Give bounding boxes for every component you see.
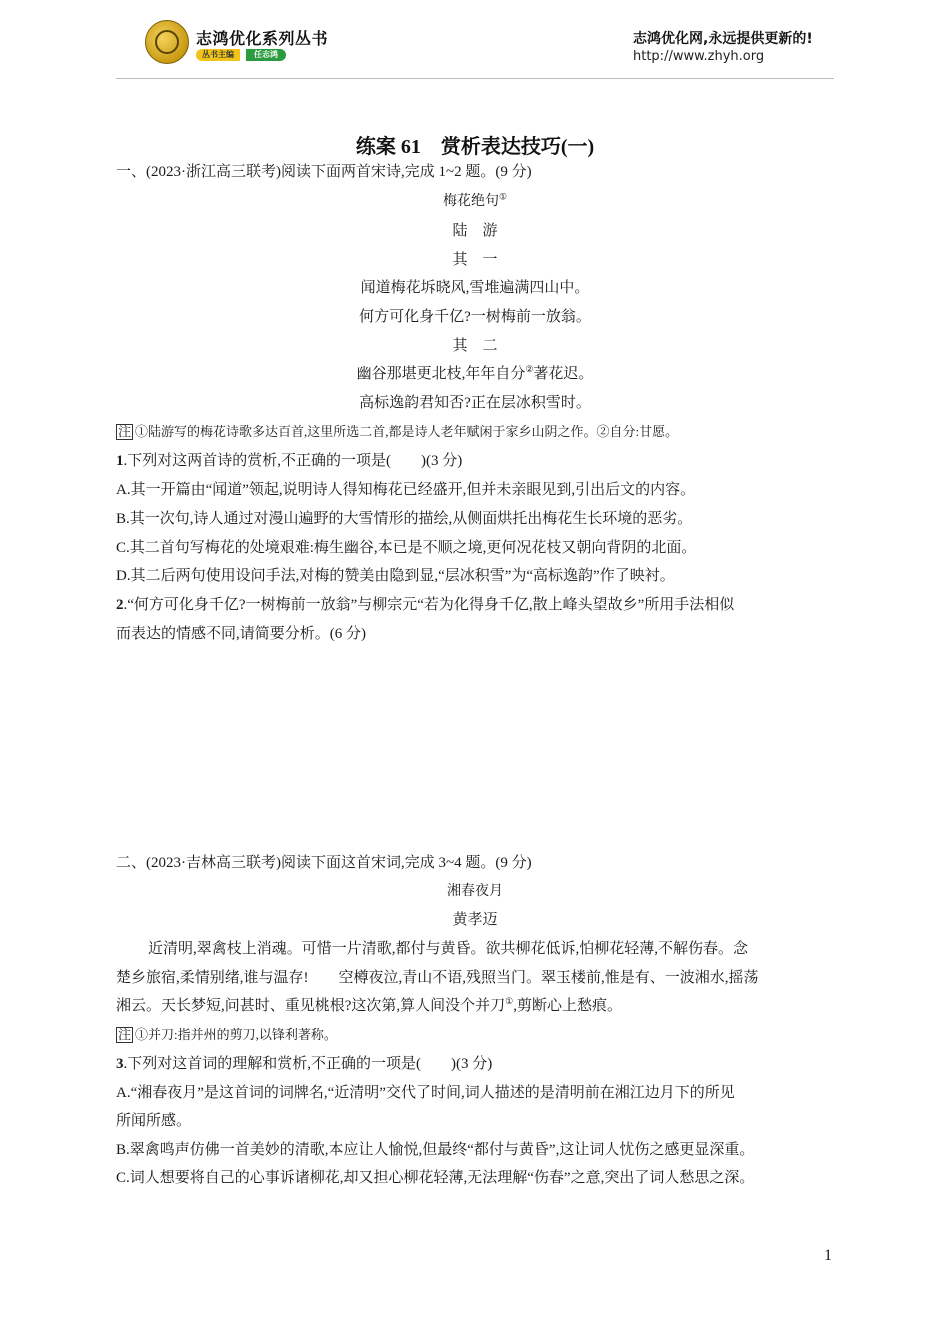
logo-emblem <box>155 30 179 54</box>
q3-option-a-cont: 所闻所感。 <box>116 1113 192 1129</box>
series-logo <box>145 20 189 64</box>
poem2-line1: 近清明,翠禽枝上消魂。可惜一片清歌,都付与黄昏。欲共柳花低诉,怕柳花轻薄,不解伤春。念 <box>148 941 749 957</box>
poem2-note: 注 ①并刀:指并州的剪刀,以锋利著称。 <box>118 1027 337 1042</box>
poem2-title: 湘春夜月 <box>447 883 503 899</box>
badge-editor-name: 任志鸿 <box>246 49 286 61</box>
q1-option-a: A.其一开篇由“闻道”领起,说明诗人得知梅花已经盛开,但并未亲眼见到,引出后文的内容。 <box>116 482 696 498</box>
poem1-note: 注 ①陆游写的梅花诗歌多达百首,这里所选二首,都是诗人老年赋闲于家乡山阴之作。②自分:甘愿。 <box>118 424 679 439</box>
poem1-part2-line1: 幽谷那堪更北枝,年年自分②著花迟。 <box>356 364 594 382</box>
poem1-part2-line2: 高标逸韵君知否?正在层冰积雪时。 <box>359 395 591 411</box>
q1-option-d: D.其二后两句使用设问手法,对梅的赞美由隐到显,“层冰积雪”为“高标逸韵”作了映衬。 <box>116 568 675 584</box>
question-2-cont: 而表达的情感不同,请简要分析。(6 分) <box>116 626 366 642</box>
poem2-author: 黄孝迈 <box>452 912 498 928</box>
q3-option-c: C.词人想要将自己的心事诉诸柳花,却又担心柳花轻薄,无法理解“伤春”之意,突出了词人愁思之深。 <box>116 1170 755 1186</box>
question-3: 3.下列对这首词的理解和赏析,不正确的一项是( )(3 分) <box>116 1056 493 1072</box>
poem2-line3: 湘云。天长梦短,问甚时、重见桃根?这次第,算人间没个并刀①,剪断心上愁痕。 <box>116 996 623 1014</box>
note-label: 注 <box>118 424 132 439</box>
poem1-title: 梅花绝句① <box>442 192 508 209</box>
poem2-line2: 楚乡旅宿,柔情别绪,谁与温存! 空樽夜泣,青山不语,残照当门。翠玉楼前,惟是有、一波湘水,摇荡 <box>116 970 759 986</box>
poem1-part1-label: 其 一 <box>452 252 498 268</box>
question-1: 1.下列对这两首诗的赏析,不正确的一项是( )(3 分) <box>116 453 463 469</box>
series-brand: 志鸿优化系列丛书 <box>196 29 329 48</box>
page-title: 练案 61 赏析表达技巧(一) <box>355 136 595 158</box>
badge-editor-label: 丛书主编 <box>196 49 240 61</box>
section2-heading: 二、(2023·吉林高三联考)阅读下面这首宋词,完成 3~4 题。(9 分) <box>116 855 532 871</box>
q1-option-b: B.其一次句,诗人通过对漫山遍野的大雪情形的描绘,从侧面烘托出梅花生长环境的恶劣。 <box>116 511 693 527</box>
header-url[interactable]: http://www.zhyh.org <box>633 49 765 64</box>
question-2: 2.“何方可化身千亿?一树梅前一放翁”与柳宗元“若为化得身千亿,散上峰头望故乡”所用手法相似 <box>116 597 735 613</box>
poem1-author: 陆 游 <box>452 223 498 239</box>
poem1-part1-line2: 何方可化身千亿?一树梅前一放翁。 <box>359 309 591 325</box>
q3-option-a: A.“湘春夜月”是这首词的词牌名,“近清明”交代了时间,词人描述的是清明前在湘江边月下的所见 <box>116 1085 735 1101</box>
poem1-part1-line1: 闻道梅花坼晓风,雪堆遍满四山中。 <box>360 280 590 296</box>
q3-option-b: B.翠禽鸣声仿佛一首美妙的清歌,本应让人愉悦,但最终“都付与黄昏”,这让词人忧伤之感更显深重。 <box>116 1142 755 1158</box>
section1-heading: 一、(2023·浙江高三联考)阅读下面两首宋诗,完成 1~2 题。(9 分) <box>116 164 532 180</box>
header-slogan: 志鸿优化网,永远提供更新的! <box>633 31 813 47</box>
header-divider <box>116 78 834 79</box>
note-label: 注 <box>118 1027 132 1042</box>
poem1-part2-label: 其 二 <box>452 338 498 354</box>
page-number: 1 <box>824 1247 832 1264</box>
q1-option-c: C.其二首句写梅花的处境艰难:梅生幽谷,本已是不顺之境,更何况花枝又朝向背阴的北面。 <box>116 540 697 556</box>
